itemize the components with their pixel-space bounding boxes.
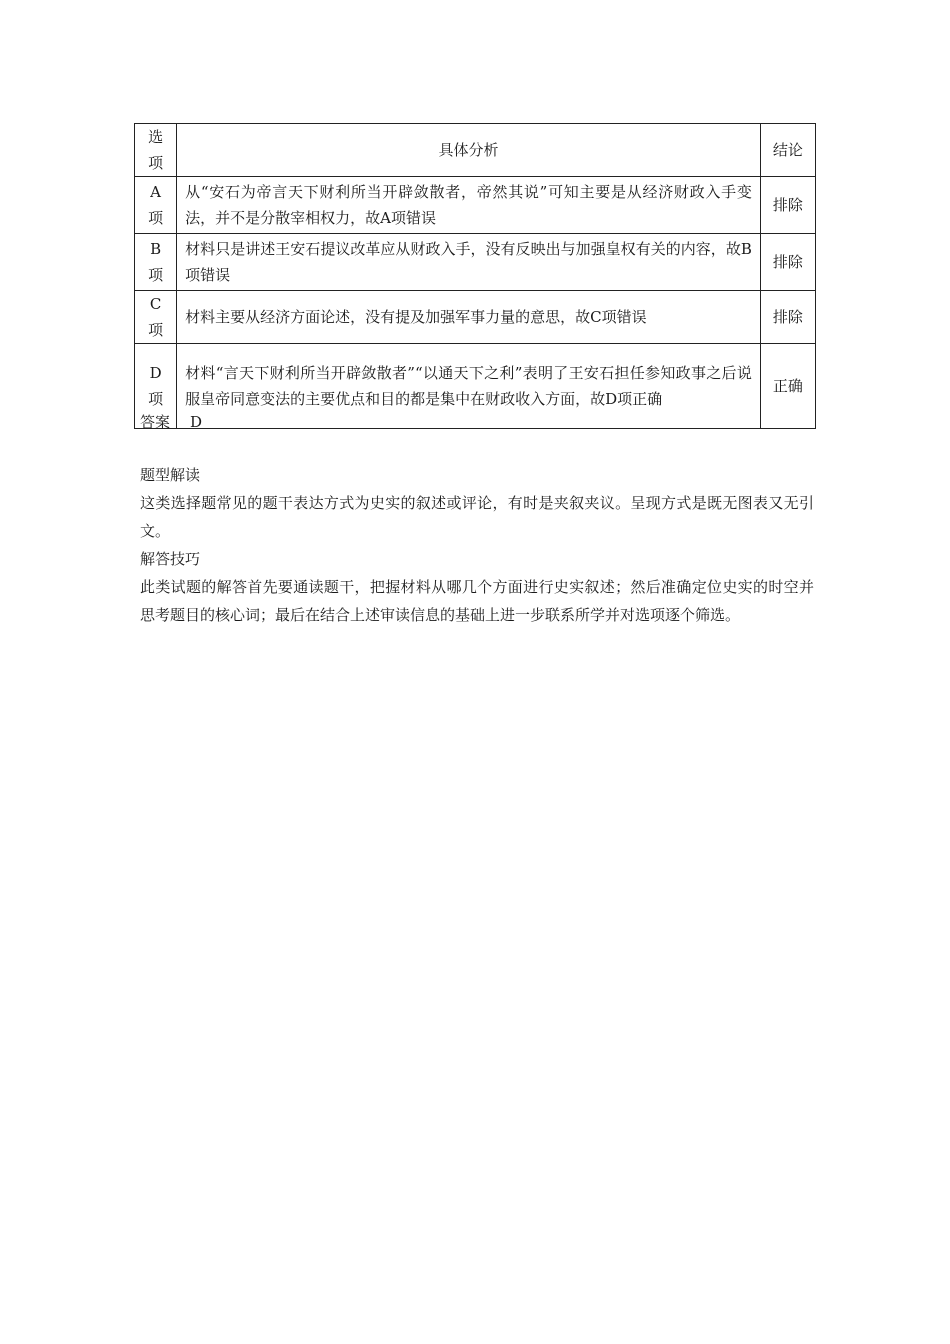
conclusion-cell: 正确 [760,344,815,429]
conclusion-cell: 排除 [760,291,815,344]
analysis-cell: 材料主要从经济方面论述，没有提及加强军事力量的意思，故C项错误 [177,291,761,344]
option-cell: A项 [135,177,177,234]
table-row [135,177,816,234]
table-header-row [135,124,816,177]
table-row [135,344,816,429]
analysis-cell: 材料只是讲述王安石提议改革应从财政入手，没有反映出与加强皇权有关的内容，故B项错误 [177,234,761,291]
header-conclusion: 结论 [760,124,815,177]
option-cell: B项 [135,234,177,291]
header-analysis: 具体分析 [177,124,761,177]
answer-technique-section [140,545,814,629]
analysis-cell: 从“安石为帝言天下财利所当开辟敛散者，帝然其说”可知主要是从经济财政入手变法，并不是分散宰相权力，故A项错误 [177,177,761,234]
analysis-cell: 材料“言天下财利所当开辟敛散者”“以通天下之利”表明了王安石担任参知政事之后说服皇帝同意变法的主要优点和目的都是集中在财政收入方面，故D项正确 [177,344,761,429]
table-row [135,234,816,291]
conclusion-cell: 排除 [760,234,815,291]
answer-label: 答案 [140,413,171,431]
section-title: 解答技巧 [140,550,201,568]
conclusion-cell: 排除 [760,177,815,234]
answer-value: D [190,413,203,431]
header-option: 选项 [135,124,177,177]
option-analysis-table [134,123,816,429]
section-body: 这类选择题常见的题干表达方式为史实的叙述或评论，有时是夹叙夹议。呈现方式是既无图表又无引文。 [140,494,814,540]
section-title: 题型解读 [140,466,201,484]
option-cell: D项 [135,344,177,429]
answer-line [140,409,202,435]
question-type-section [140,461,814,545]
option-cell: C项 [135,291,177,344]
table-row [135,291,816,344]
section-body: 此类试题的解答首先要通读题干，把握材料从哪几个方面进行史实叙述；然后准确定位史实的时空并思考题目的核心词；最后在结合上述审读信息的基础上进一步联系所学并对选项逐个筛选。 [140,578,814,624]
